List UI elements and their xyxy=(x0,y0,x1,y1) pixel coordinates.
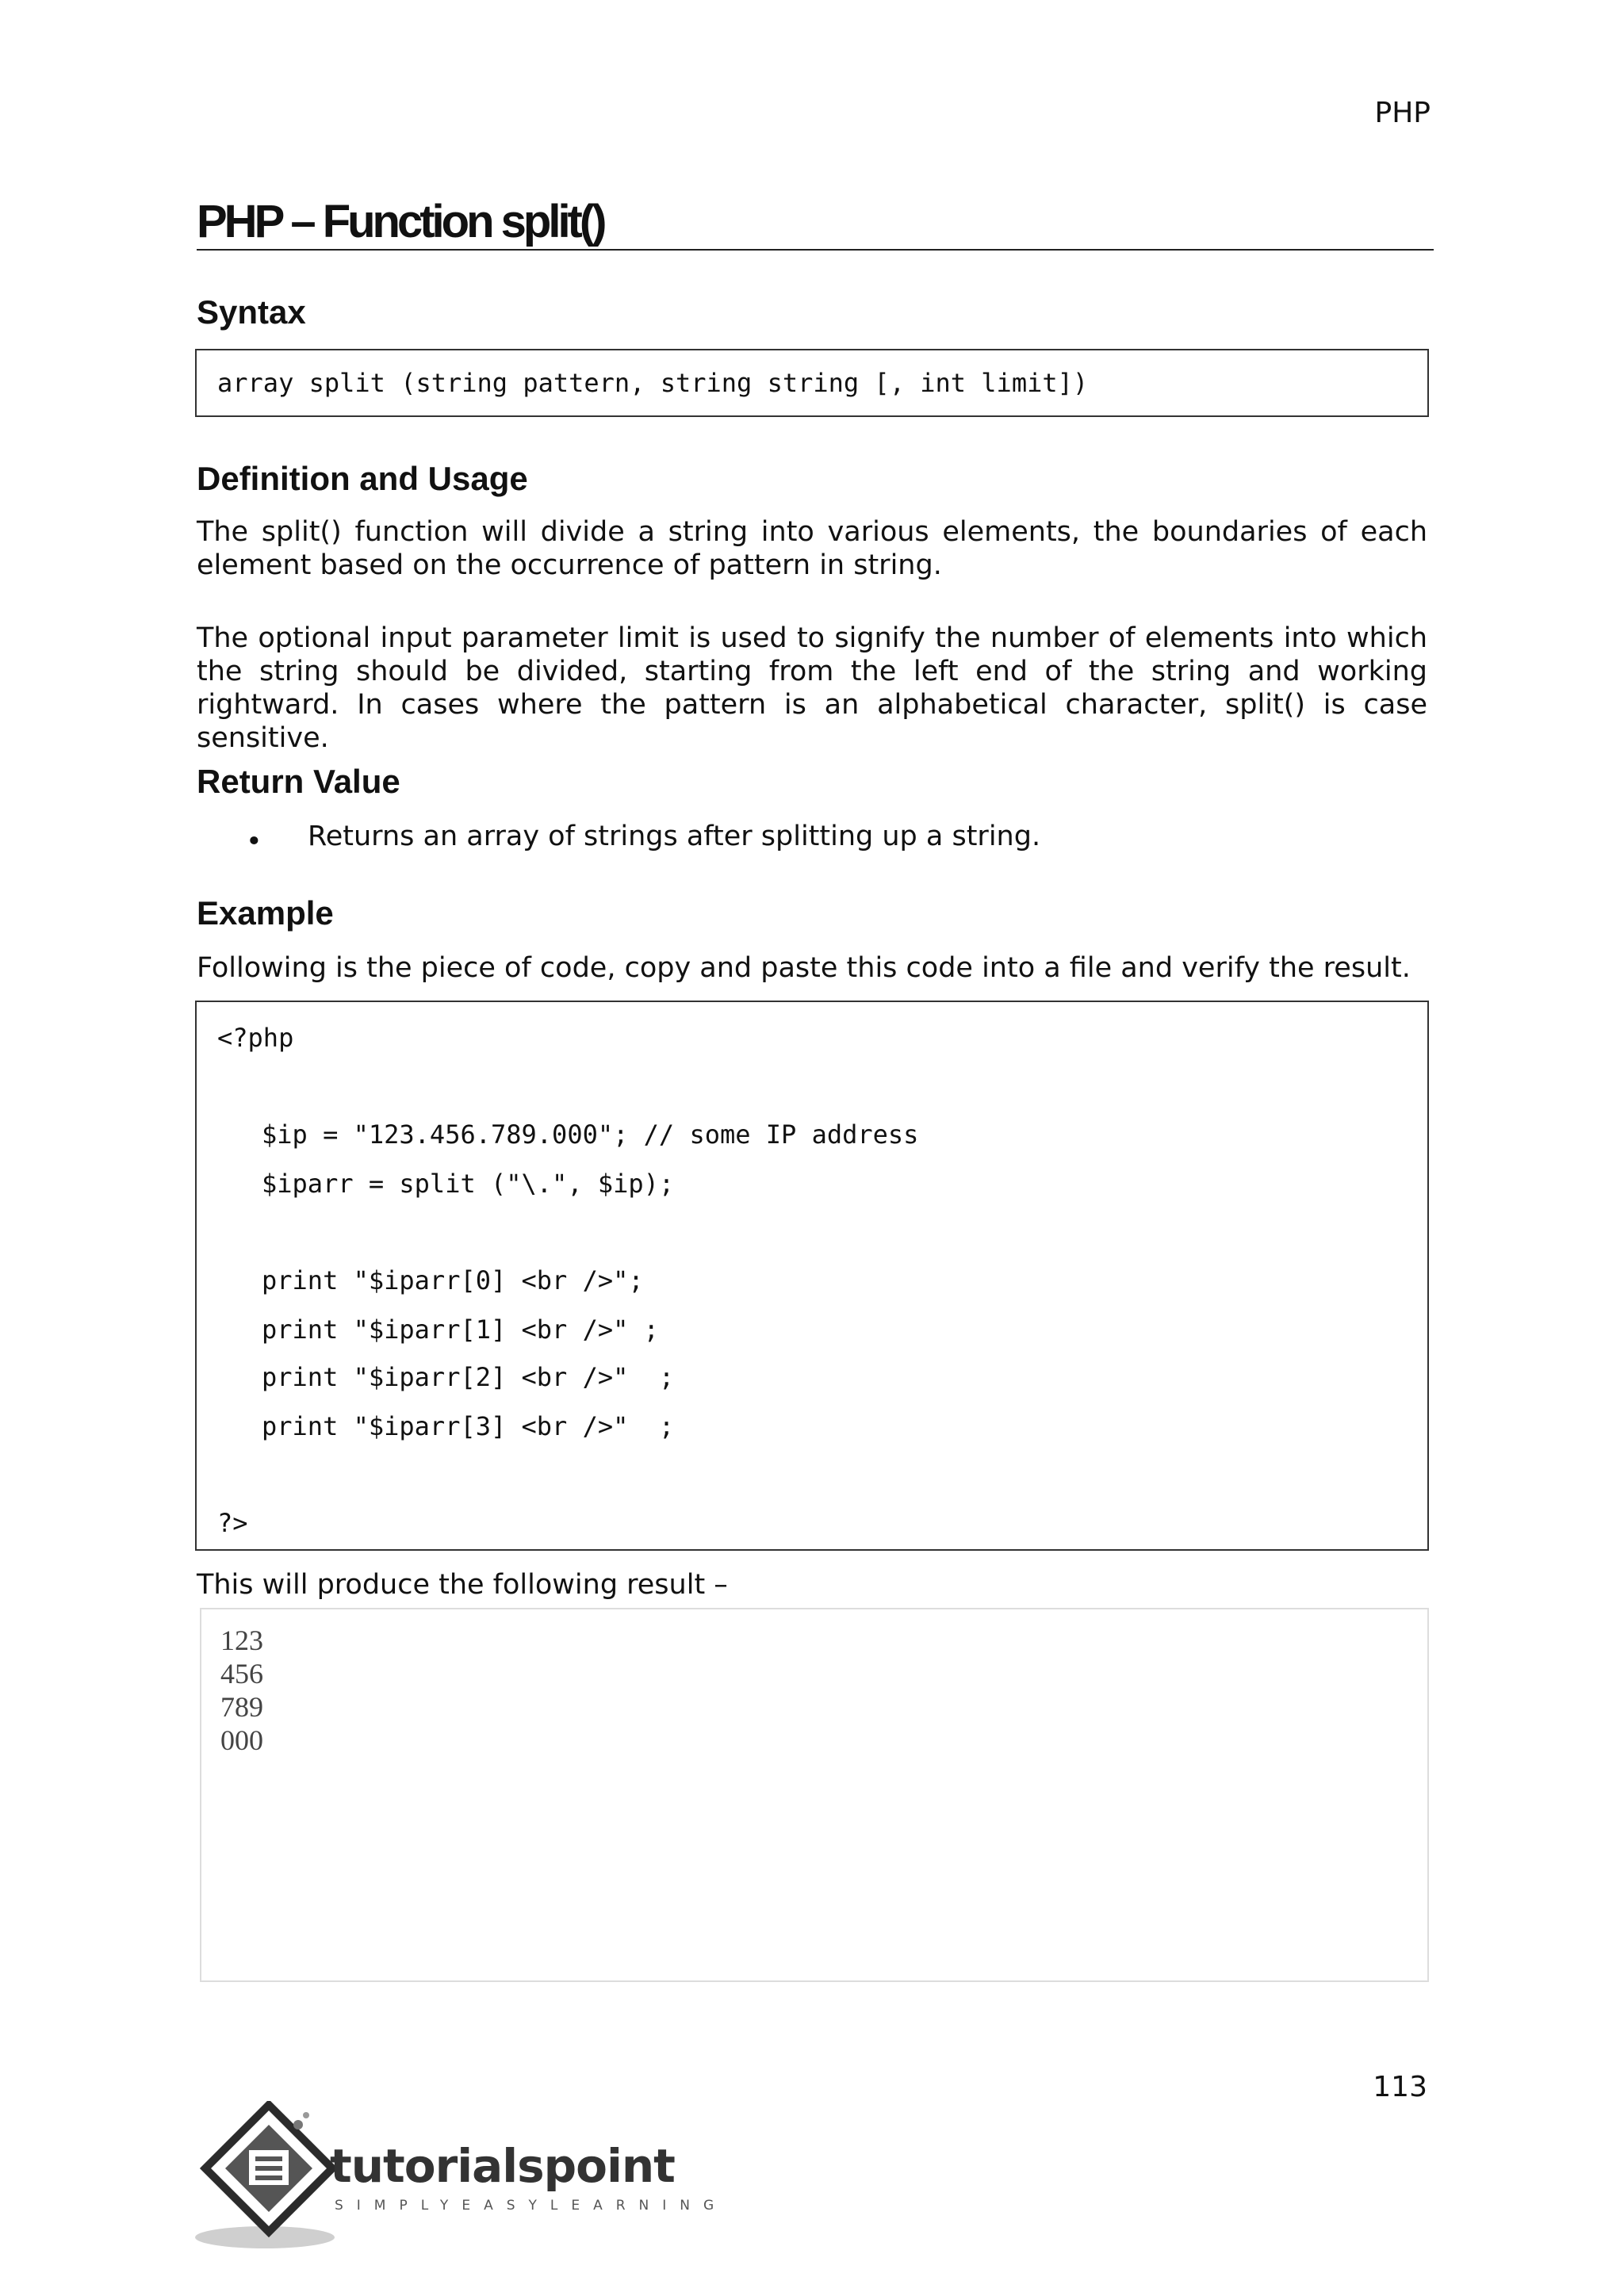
page-number: 113 xyxy=(1373,2071,1427,2103)
code-line: $iparr = split ("\.", $ip); xyxy=(262,1169,675,1199)
result-line: 456 xyxy=(220,1658,263,1689)
result-line: 789 xyxy=(220,1691,263,1723)
result-intro: This will produce the following result – xyxy=(197,1569,728,1601)
definition-heading: Definition and Usage xyxy=(197,460,528,497)
code-line: print "$iparr[0] <br />"; xyxy=(262,1265,644,1295)
return-value-bullet: Returns an array of strings after splitting up a string. xyxy=(308,821,1041,852)
result-line: 000 xyxy=(220,1724,263,1756)
tutorialspoint-logo xyxy=(193,2101,728,2263)
syntax-heading: Syntax xyxy=(197,293,306,331)
code-line: <?php xyxy=(217,1023,294,1053)
logo-text: tutorialspoint xyxy=(330,2139,675,2193)
definition-paragraph-1: The split() function will divide a string into various elements, the boundaries of each element based on the occurrence of pattern in string. xyxy=(197,516,1427,581)
code-line: $ip = "123.456.789.000"; // some IP address xyxy=(262,1119,919,1150)
code-line: print "$iparr[3] <br />" ; xyxy=(262,1411,675,1441)
example-intro: Following is the piece of code, copy and paste this code into a file and verify the result. xyxy=(197,952,1411,984)
logo-tagline: SIMPLYEASYLEARNING xyxy=(335,2198,728,2214)
page-header: PHP xyxy=(1374,97,1431,129)
page-title: PHP – Function split() xyxy=(197,193,1434,251)
bullet-icon: • xyxy=(246,826,262,858)
example-code-box xyxy=(195,1001,1429,1551)
definition-paragraph-2: The optional input parameter limit is used to signify the number of elements into which the string should be divided, starting from the left end of the string and working rightward. In cases where the pattern is an alphabetical character, split() is case sensitive. xyxy=(197,622,1427,754)
example-heading: Example xyxy=(197,894,334,932)
result-line: 123 xyxy=(220,1624,263,1656)
code-line: print "$iparr[1] <br />" ; xyxy=(262,1314,659,1345)
code-line: ?> xyxy=(217,1508,248,1538)
return-value-heading: Return Value xyxy=(197,763,400,800)
code-line: print "$iparr[2] <br />" ; xyxy=(262,1362,675,1392)
syntax-code-box xyxy=(195,349,1429,417)
syntax-code: array split (string pattern, string string [, int limit]) xyxy=(217,368,1089,398)
result-output-box xyxy=(200,1608,1429,1982)
